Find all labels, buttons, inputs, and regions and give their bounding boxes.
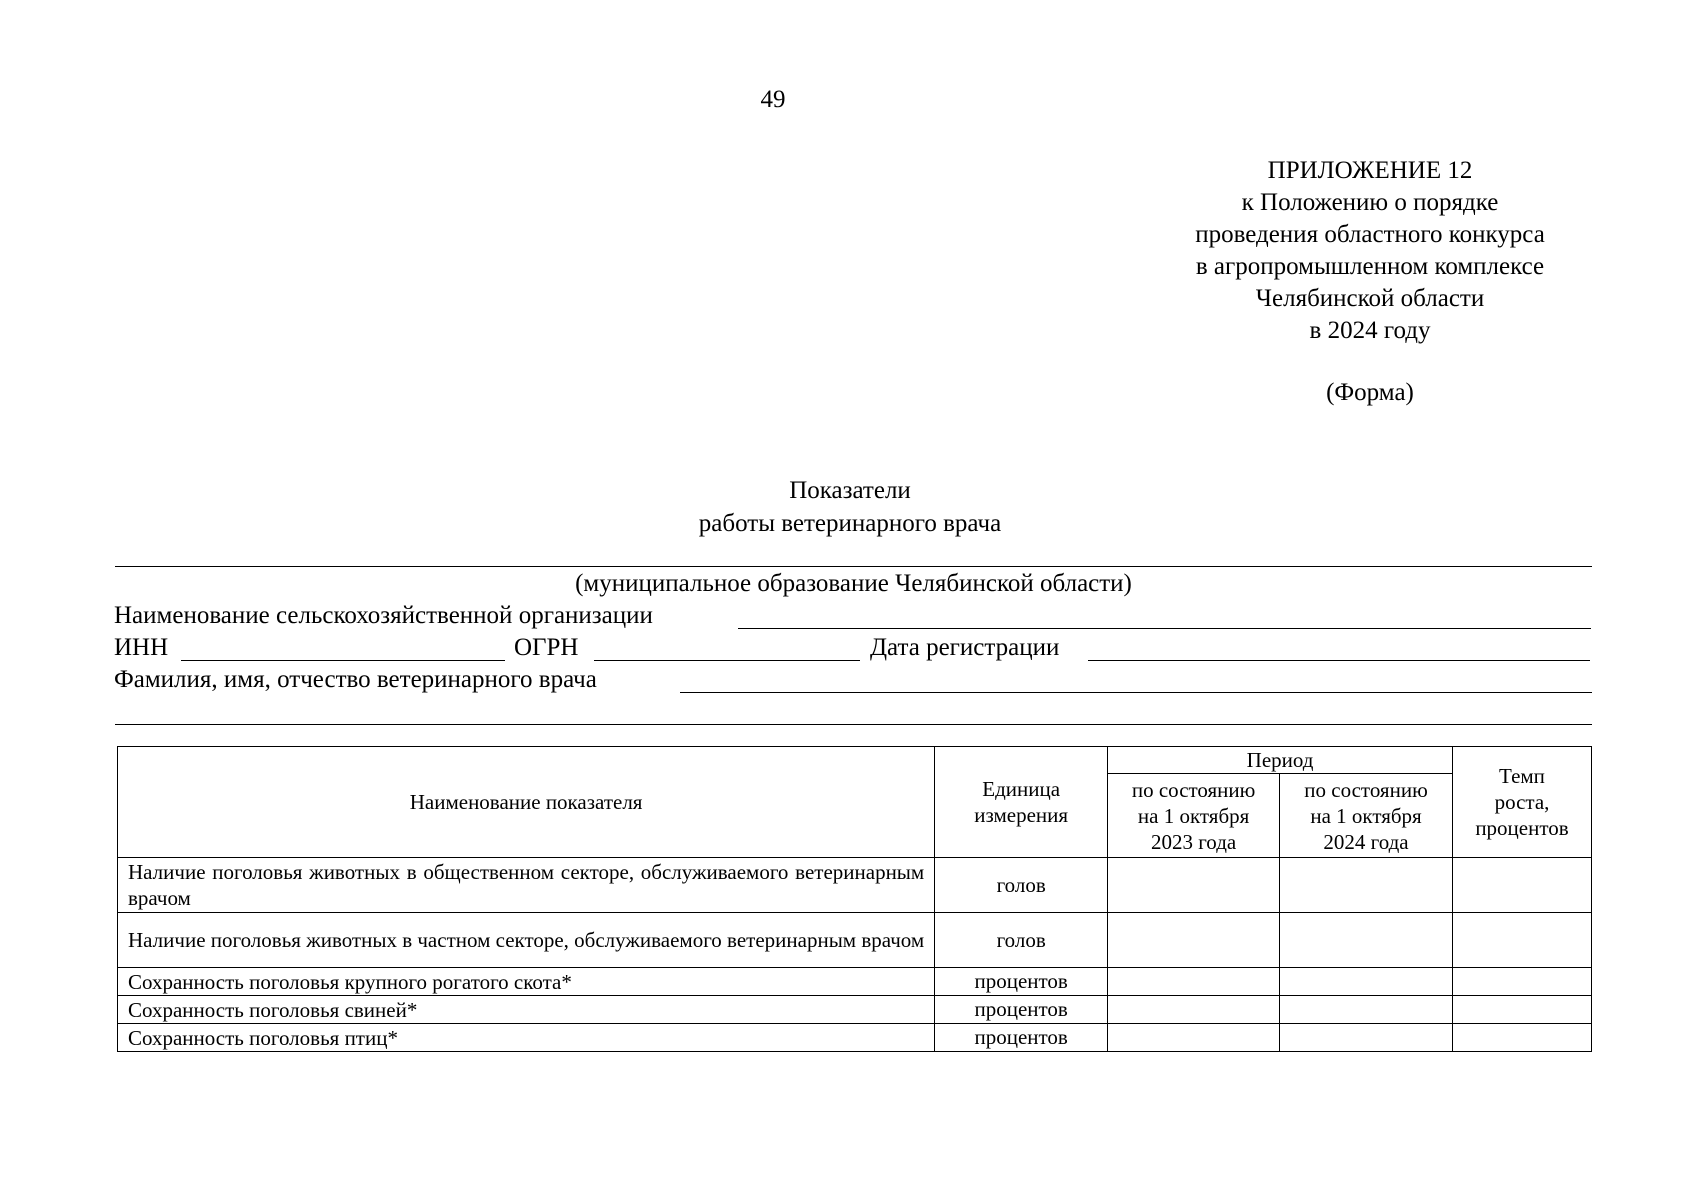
cell-value-2023[interactable] (1108, 913, 1280, 968)
header-unit-line: Единица (982, 777, 1061, 801)
table-row (118, 996, 1592, 1024)
row-indicator-name: Сохранность поголовья свиней* (118, 996, 935, 1024)
cell-growth-rate[interactable] (1452, 1024, 1591, 1052)
header-growth-line: роста, (1494, 790, 1550, 814)
page-number (0, 86, 1698, 114)
row-unit: голов (935, 913, 1108, 968)
cell-value-2023[interactable] (1108, 996, 1280, 1024)
table-row (118, 968, 1592, 996)
header-growth-line: процентов (1475, 816, 1569, 840)
form-label: (Форма) (1326, 379, 1414, 406)
ogrn-label: ОГРН (514, 634, 579, 661)
row-unit: голов (935, 858, 1108, 913)
row-indicator-name: Сохранность поголовья крупного рогатого скота* (118, 968, 935, 996)
vet-name-label: Фамилия, имя, отчество ветеринарного врача (114, 666, 597, 693)
appendix-line: в агропромышленном комплексе (1195, 253, 1545, 280)
header-period-line: по состоянию (1304, 777, 1428, 802)
header-period-2023 (1108, 774, 1280, 858)
cell-growth-rate[interactable] (1452, 968, 1591, 996)
municipality-caption: (муниципальное образование Челябинской области) (575, 570, 1132, 597)
appendix-line: к Положению о порядке (1241, 189, 1499, 216)
cell-value-2023[interactable] (1108, 968, 1280, 996)
document-title (560, 474, 1140, 540)
appendix-line: проведения областного конкурса (1195, 221, 1545, 248)
document-title-line2: работы ветеринарного врача (698, 510, 1002, 537)
header-period-line: 2024 года (1323, 829, 1409, 854)
header-period-2024 (1280, 774, 1453, 858)
table-row (118, 858, 1592, 913)
appendix-title: ПРИЛОЖЕНИЕ 12 (1267, 157, 1473, 184)
row-indicator-name: Наличие поголовья животных в частном секторе, обслуживаемого ветеринарным врачом (118, 913, 935, 968)
table-row (118, 913, 1592, 968)
org-name-label: Наименование сельскохозяйственной организации (114, 602, 653, 629)
inn-label: ИНН (114, 634, 169, 661)
municipality-field-line[interactable] (115, 566, 1592, 567)
row-unit: процентов (935, 968, 1108, 996)
header-growth-rate (1452, 747, 1591, 858)
row-indicator-name: Сохранность поголовья птиц* (118, 1024, 935, 1052)
header-period: Период (1108, 747, 1453, 774)
appendix-line: в 2024 году (1309, 317, 1431, 344)
table-row (118, 1024, 1592, 1052)
document-title-line1: Показатели (789, 477, 911, 504)
cell-growth-rate[interactable] (1452, 858, 1591, 913)
header-indicator-name: Наименование показателя (118, 747, 935, 858)
table-header-row (118, 747, 1592, 774)
cell-value-2024[interactable] (1280, 858, 1453, 913)
header-period-line: на 1 октября (1310, 803, 1422, 828)
cell-growth-rate[interactable] (1452, 913, 1591, 968)
appendix-header (1130, 155, 1610, 347)
ogrn-field[interactable] (594, 660, 860, 661)
org-name-field[interactable] (738, 628, 1591, 629)
cell-value-2023[interactable] (1108, 1024, 1280, 1052)
reg-date-label: Дата регистрации (870, 634, 1060, 661)
row-unit: процентов (935, 996, 1108, 1024)
inn-field[interactable] (181, 660, 505, 661)
reg-date-field[interactable] (1088, 660, 1590, 661)
header-period-line: по состоянию (1131, 777, 1256, 802)
vet-name-field-continuation[interactable] (115, 724, 1592, 725)
indicators-table (117, 746, 1592, 1052)
cell-growth-rate[interactable] (1452, 996, 1591, 1024)
row-indicator-name: Наличие поголовья животных в общественном секторе, обслуживаемого ветеринарным врачом (118, 858, 935, 913)
header-unit-line: измерения (974, 803, 1069, 827)
vet-name-field[interactable] (680, 692, 1592, 693)
page-number-text: 49 (760, 86, 786, 113)
cell-value-2024[interactable] (1280, 913, 1453, 968)
cell-value-2024[interactable] (1280, 996, 1453, 1024)
cell-value-2024[interactable] (1280, 968, 1453, 996)
row-unit: процентов (935, 1024, 1108, 1052)
header-period-line: 2023 года (1150, 829, 1237, 854)
cell-value-2024[interactable] (1280, 1024, 1453, 1052)
header-unit (935, 747, 1108, 858)
header-growth-line: Темп (1499, 764, 1545, 788)
appendix-line: Челябинской области (1255, 285, 1485, 312)
cell-value-2023[interactable] (1108, 858, 1280, 913)
header-period-line: на 1 октября (1137, 803, 1250, 828)
